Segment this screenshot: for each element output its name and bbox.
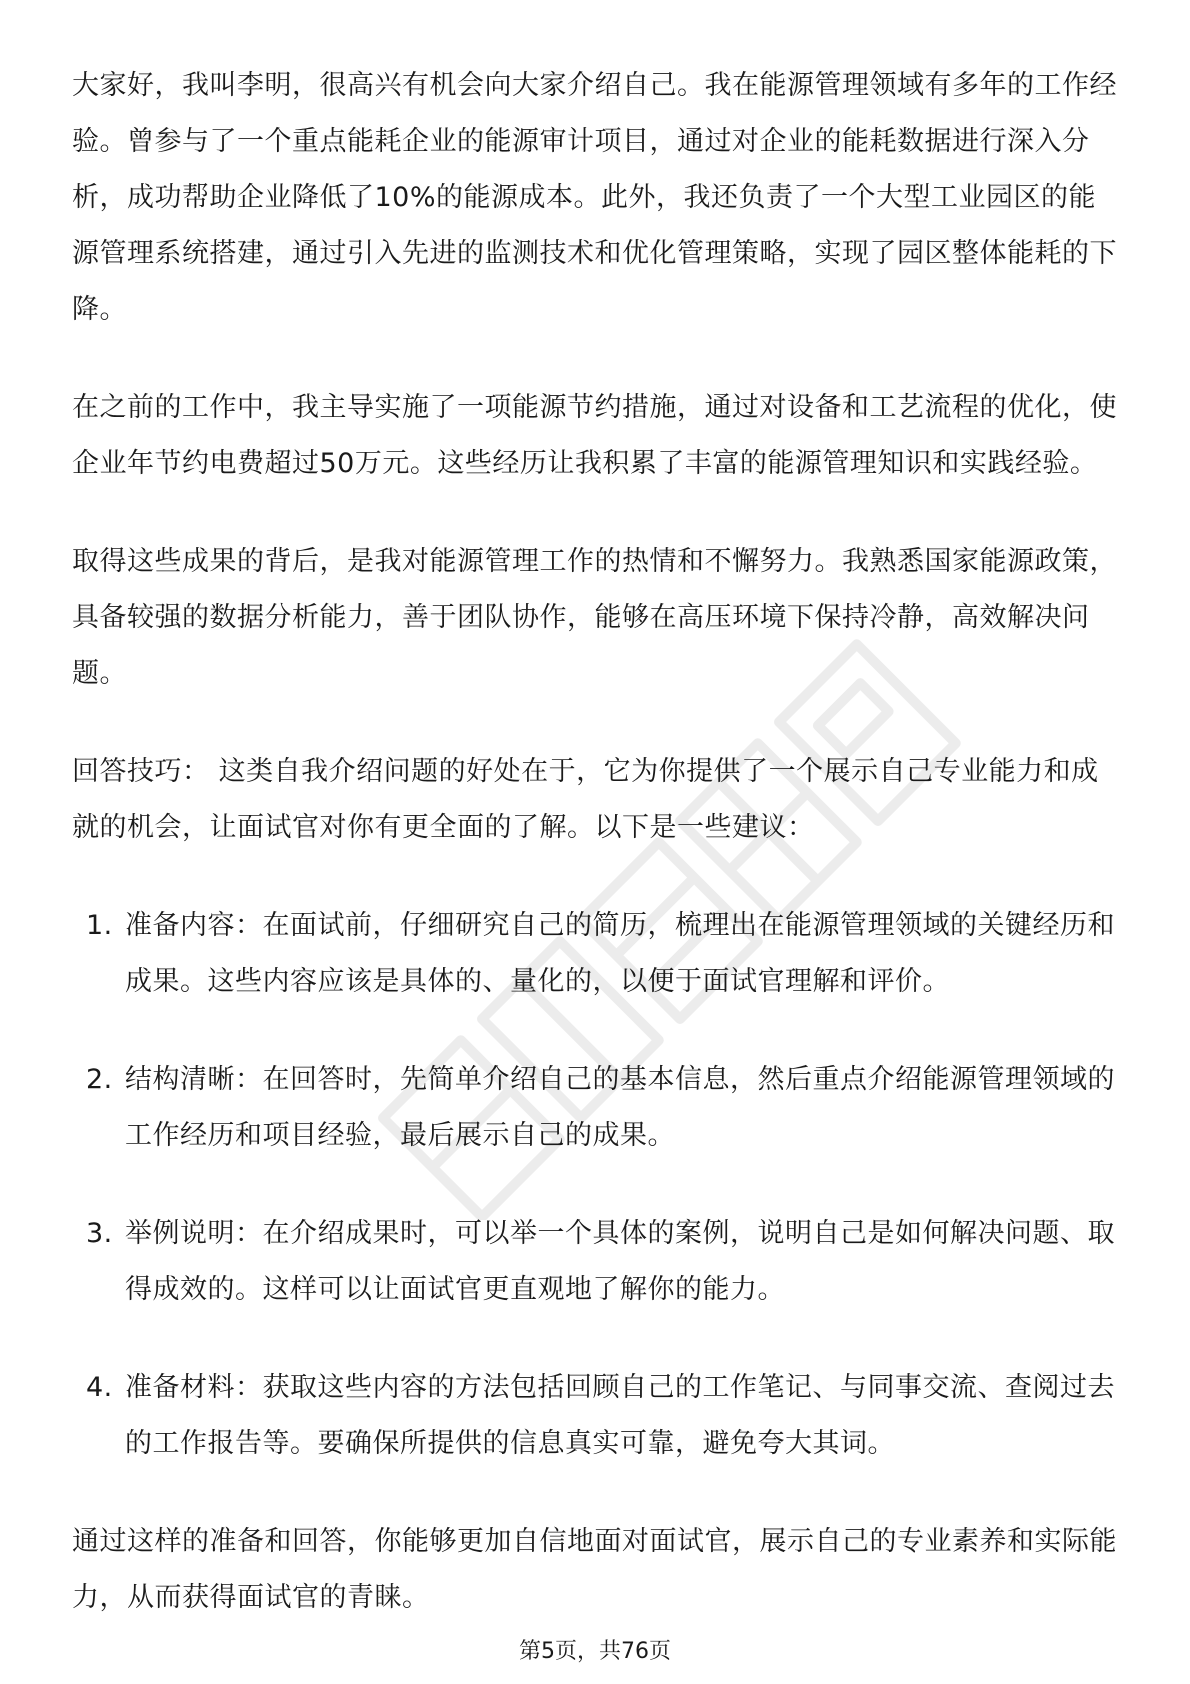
list-item-number: 4. <box>86 1372 113 1403</box>
strengths-paragraph: 取得这些成果的背后，是我对能源管理工作的热情和不懈努力。我熟悉国家能源政策，具备较强的数据分析能力，善于团队协作，能够在高压环境下保持冷静，高效解决问题。 <box>72 546 1117 689</box>
list-item-text: 准备内容：在面试前，仔细研究自己的简历，梳理出在能源管理领域的关键经历和成果。这些内容应该是具体的、量化的，以便于面试官理解和评价。 <box>125 910 1115 997</box>
list-item-number: 1. <box>86 910 113 941</box>
list-item <box>72 898 1122 1010</box>
list-item <box>72 1052 1122 1164</box>
list-item-number: 3. <box>86 1218 113 1249</box>
answer-tips-paragraph: 回答技巧： 这类自我介绍问题的好处在于，它为你提供了一个展示自己专业能力和成就的机会，让面试官对你有更全面的了解。以下是一些建议： <box>72 756 1099 843</box>
list-item-text: 举例说明：在介绍成果时，可以举一个具体的案例，说明自己是如何解决问题、取得成效的。这样可以让面试官更直观地了解你的能力。 <box>125 1218 1115 1305</box>
document-body <box>72 58 1122 1668</box>
intro-paragraph: 大家好，我叫李明，很高兴有机会向大家介绍自己。我在能源管理领域有多年的工作经验。曾参与了一个重点能耗企业的能源审计项目，通过对企业的能耗数据进行深入分析，成功帮助企业降低了10%的能源成本。此外，我还负责了一个大型工业园区的能源管理系统搭建，通过引入先进的监测技术和优化管理策略，实现了园区整体能耗的下降。 <box>72 70 1117 325</box>
list-item-text: 准备材料：获取这些内容的方法包括回顾自己的工作笔记、与同事交流、查阅过去的工作报告等。要确保所提供的信息真实可靠，避免夸大其词。 <box>125 1372 1115 1459</box>
experience-paragraph: 在之前的工作中，我主导实施了一项能源节约措施，通过对设备和工艺流程的优化，使企业年节约电费超过50万元。这些经历让我积累了丰富的能源管理知识和实践经验。 <box>72 392 1117 479</box>
list-item-text: 结构清晰：在回答时，先简单介绍自己的基本信息，然后重点介绍能源管理领域的工作经历和项目经验，最后展示自己的成果。 <box>125 1064 1115 1151</box>
closing-paragraph: 通过这样的准备和回答，你能够更加自信地面对面试官，展示自己的专业素养和实际能力，从而获得面试官的青睐。 <box>72 1526 1117 1613</box>
list-item-number: 2. <box>86 1064 113 1095</box>
tips-list <box>72 898 1122 1472</box>
list-item <box>72 1360 1122 1472</box>
list-item <box>72 1206 1122 1318</box>
page-number-footer: 第5页，共76页 <box>519 1639 671 1664</box>
